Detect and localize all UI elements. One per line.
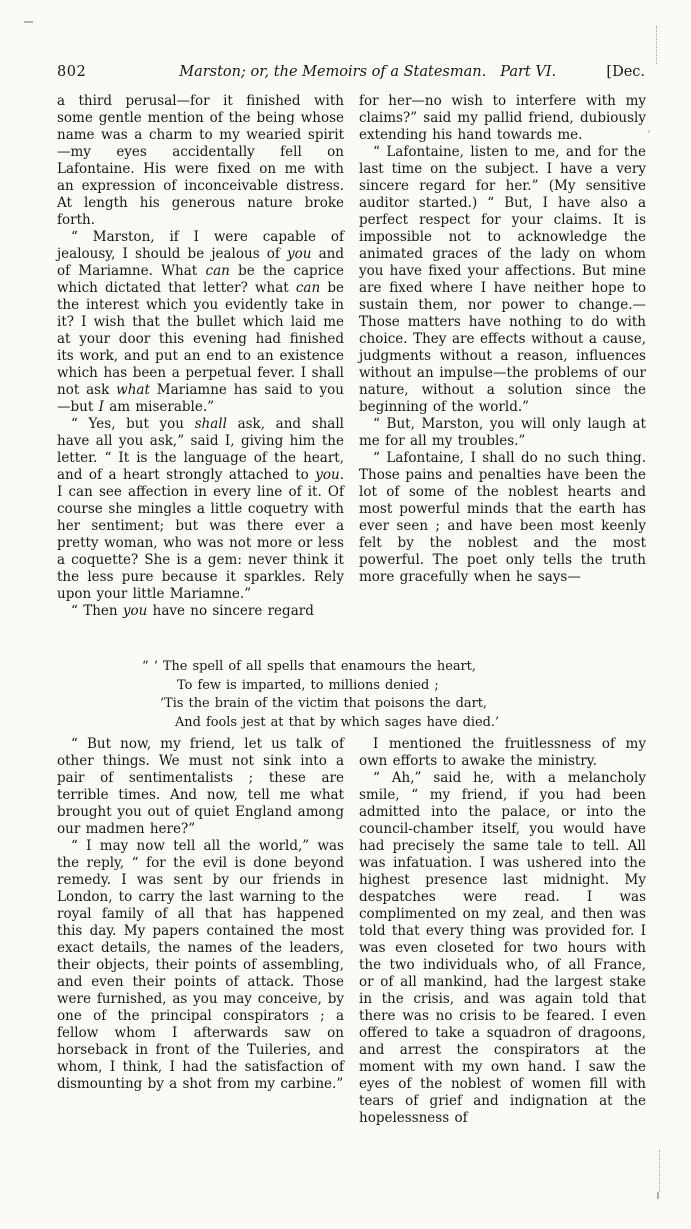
verse-line: And fools jest at that by which sages have died.’ — [175, 714, 500, 730]
paragraph: for her—no wish to interfere with my claims?” said my pallid friend, dubiously extending his hand towards me. — [359, 93, 646, 143]
paragraph: “ But, Marston, you will only laugh at me for all my troubles.” — [359, 416, 646, 449]
column-top-right — [359, 93, 646, 620]
verse-quotation — [142, 658, 499, 732]
column-bottom-right — [359, 736, 646, 1127]
scan-artifact-tick — [648, 130, 650, 133]
column-bottom-left — [57, 736, 344, 1127]
paragraph: “ Marston, if I were capable of jealousy, I should be jealous of you and of Mariamne. What can be the caprice which dictated that letter? what can be the interest which you evidently take in it? I wish that the bullet which laid me at your door this evening had finished its work, and put an end to an existence which has been a perpetual fever. I shall not ask what Mariamne has said to you—but I am miserable.” — [57, 229, 345, 415]
column-top-left — [57, 93, 344, 620]
verse-line: ’Tis the brain of the victim that poisons the dart, — [160, 696, 488, 712]
scan-artifact-dotted-line-bottom — [659, 1150, 660, 1192]
paragraph: “ Lafontaine, I shall do no such thing. Those pains and penalties have been the lot of some of the noblest hearts and most powerful minds that the earth has ever seen ; and have been most keenly felt by the noblest and the most powerful. The poet only tells the truth more gracefully when he says— — [359, 450, 646, 585]
paragraph: “ Then you have no sincere regard — [71, 603, 314, 619]
paragraph: “ Yes, but you shall ask, and shall have all you ask,” said I, giving him the letter. “ It is the language of the heart, and of a heart strongly attached to you. I can see affection in every line of it. Of course she mingles a little coquetry with her sentiment; but was there ever a pretty woman, who was not more or less a coquette? She is a gem: never think it the less pure because it sparkles. Rely upon your little Mariamne.” — [57, 416, 344, 602]
running-title-part: Part VI. — [500, 64, 557, 80]
verse-line: “ ‘ The spell of all spells that enamours the heart, — [142, 659, 476, 674]
verse-line: To few is imparted, to millions denied ; — [177, 677, 439, 693]
issue-date: [Dec. — [606, 64, 645, 80]
running-title — [129, 64, 606, 81]
paragraph: I mentioned the fruitlessness of my own efforts to awake the ministry. — [359, 736, 646, 769]
scan-artifact-bottom-tick — [657, 1192, 659, 1199]
text-columns-top — [57, 93, 646, 620]
paragraph: “ Ah,” said he, with a melancholy smile, “ my friend, if you had been admitted into the palace, or into the council-chamber itself, you would have had precisely the same tale to tell. All was infatuation. I was ushered into the highest presence last midnight. My despatches were read. I was complimented on my zeal, and then was told that every thing was provided for. I was even closeted for two hours with the two individuals who, of all France, or of all mankind, had the largest stake in the crisis, and was again told that there was no crisis to be feared. I even offered to take a squadron of dragoons, and arrest the conspirators at the moment with my own hand. I saw the eyes of the noblest of women fill with tears of grief and indignation at the hopelessness of — [359, 770, 646, 1126]
paragraph: “ But now, my friend, let us talk of other things. We must not sink into a pair of sentimentalists ; these are terrible times. And now, tell me what brought you out of quiet England among our madmen here?” — [57, 736, 344, 837]
running-title-text: Marston; or, the Memoirs of a Statesman. — [179, 64, 487, 80]
scan-artifact-dash — [24, 21, 33, 23]
paragraph: a third perusal—for it finished with some gentle mention of the being whose name was a charm to my wearied spirit—my eyes accidentally fell on Lafontaine. His were fixed on me with an expression of inconceivable distress. At length his generous nature broke forth. — [57, 93, 344, 228]
paragraph: “ Lafontaine, listen to me, and for the last time on the subject. I have a very sincere regard for her.” (My sensitive auditor started.) “ But, I have also a perfect respect for your claims. It is impossible not to acknowledge the animated graces of the lady on whom you have fixed your affections. But mine are fixed where I have neither hope to sustain them, nor power to change.—Those matters have nothing to do with choice. They are effects without a cause, judgments without a reason, influences without an impulse—the problems of our nature, without a solution since the beginning of the world.” — [359, 144, 646, 415]
paragraph: “ I may now tell all the world,” was the reply, “ for the evil is done beyond remedy. I was sent by our friends in London, to carry the last warning to the royal family of all that has happened this day. My papers contained the most exact details, the names of the leaders, their objects, their points of assembling, and even their points of attack. Those were furnished, as you may conceive, by one of the principal conspirators ; a fellow whom I afterwards saw on horseback in front of the Tuileries, and whom, I think, I had the satisfaction of dismounting by a shot from my carbine.” — [57, 838, 344, 1092]
scan-artifact-dotted-line-top — [656, 26, 657, 64]
page-number: 802 — [57, 64, 87, 80]
text-columns-bottom — [57, 736, 646, 1127]
running-head — [57, 64, 645, 81]
